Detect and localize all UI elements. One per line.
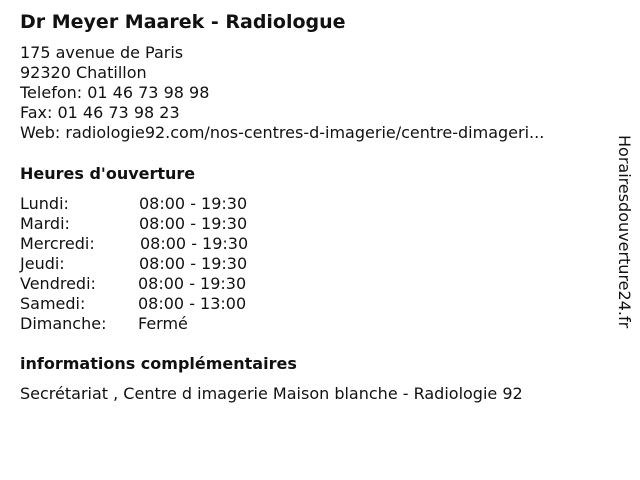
hours-row xyxy=(20,214,248,234)
time-value: 08:00 - 19:30 xyxy=(140,234,249,253)
day-label: Mardi: xyxy=(20,214,70,233)
day-label: Dimanche: xyxy=(20,314,107,333)
hours-row xyxy=(20,314,248,334)
day-label: Jeudi: xyxy=(20,254,65,273)
additional-info-heading: informations complémentaires xyxy=(20,354,297,373)
day-label: Vendredi: xyxy=(20,274,96,293)
time-value: 08:00 - 19:30 xyxy=(139,214,248,233)
page-title: Dr Meyer Maarek - Radiologue xyxy=(20,11,346,33)
time-value: 08:00 - 19:30 xyxy=(139,254,248,273)
city-postal: 92320 Chatillon xyxy=(20,63,147,82)
hours-row xyxy=(20,294,248,314)
hours-row xyxy=(20,274,248,294)
street-address: 175 avenue de Paris xyxy=(20,43,184,62)
day-label: Samedi: xyxy=(20,294,86,313)
opening-hours-table xyxy=(20,194,248,334)
time-value: 08:00 - 19:30 xyxy=(139,194,248,213)
additional-info-text: Secrétariat , Centre d imagerie Maison blanche - Radiologie 92 xyxy=(20,384,523,403)
hours-row xyxy=(20,254,248,274)
time-value: Fermé xyxy=(138,314,188,333)
website-link[interactable]: Web: radiologie92.com/nos-centres-d-imagerie/centre-dimageri... xyxy=(20,123,545,142)
address-block xyxy=(20,43,544,143)
phone-number: Telefon: 01 46 73 98 98 xyxy=(20,83,210,102)
hours-row xyxy=(20,234,248,254)
day-label: Lundi: xyxy=(20,194,69,213)
opening-hours-heading: Heures d'ouverture xyxy=(20,164,196,183)
day-label: Mercredi: xyxy=(20,234,95,253)
time-value: 08:00 - 19:30 xyxy=(138,274,247,293)
site-watermark: Horairesdouverture24.fr xyxy=(615,135,634,329)
hours-row xyxy=(20,194,248,214)
time-value: 08:00 - 13:00 xyxy=(138,294,247,313)
fax-number: Fax: 01 46 73 98 23 xyxy=(20,103,180,122)
